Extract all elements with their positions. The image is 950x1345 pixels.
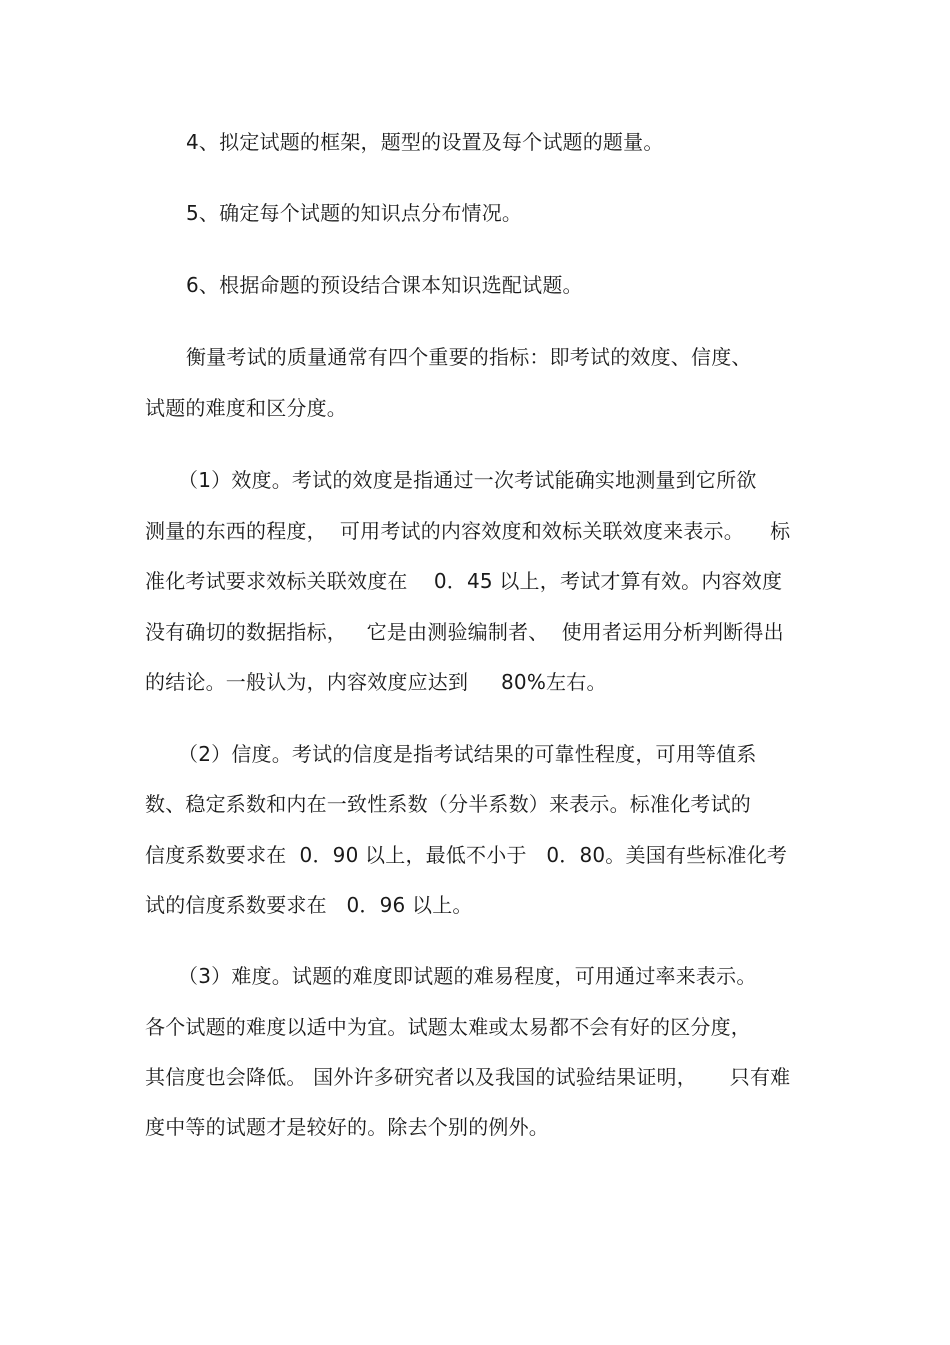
paragraph-line: （2）信度。考试的信度是指考试结果的可靠性程度，可用等值系 [178,742,757,766]
paragraph-line: 没有确切的数据指标， 它是由测验编制者、 使用者运用分析判断得出 [145,620,784,644]
list-item: 5、确定每个试题的知识点分布情况。 [186,201,523,225]
paragraph-line: 试题的难度和区分度。 [145,396,347,420]
paragraph-line: 准化考试要求效标关联效度在 0．45 以上，考试才算有效。内容效度 [145,569,783,593]
list-item: 6、根据命题的预设结合课本知识选配试题。 [186,273,583,297]
paragraph-line: 的结论。一般认为，内容效度应达到 80%左右。 [145,670,607,694]
paragraph-line: 信度系数要求在 0．90 以上，最低不小于 0．80。美国有些标准化考 [145,843,788,867]
list-item: 4、拟定试题的框架，题型的设置及每个试题的题量。 [186,130,664,154]
paragraph-line: 其信度也会降低。 国外许多研究者以及我国的试验结果证明， 只有难 [145,1065,791,1089]
paragraph-line: 测量的东西的程度， 可用考试的内容效度和效标关联效度来表示。 标 [145,519,791,543]
paragraph-line: （3）难度。试题的难度即试题的难易程度，可用通过率来表示。 [178,964,757,988]
paragraph-line: 试的信度系数要求在 0．96 以上。 [145,893,473,917]
paragraph-line: 各个试题的难度以适中为宜。试题太难或太易都不会有好的区分度， [145,1015,751,1039]
paragraph-line: （1）效度。考试的效度是指通过一次考试能确实地测量到它所欲 [178,468,757,492]
paragraph-line: 数、稳定系数和内在一致性系数（分半系数）来表示。标准化考试的 [145,792,751,816]
paragraph-line: 衡量考试的质量通常有四个重要的指标：即考试的效度、信度、 [186,345,752,369]
paragraph-line: 度中等的试题才是较好的。除去个别的例外。 [145,1115,549,1139]
